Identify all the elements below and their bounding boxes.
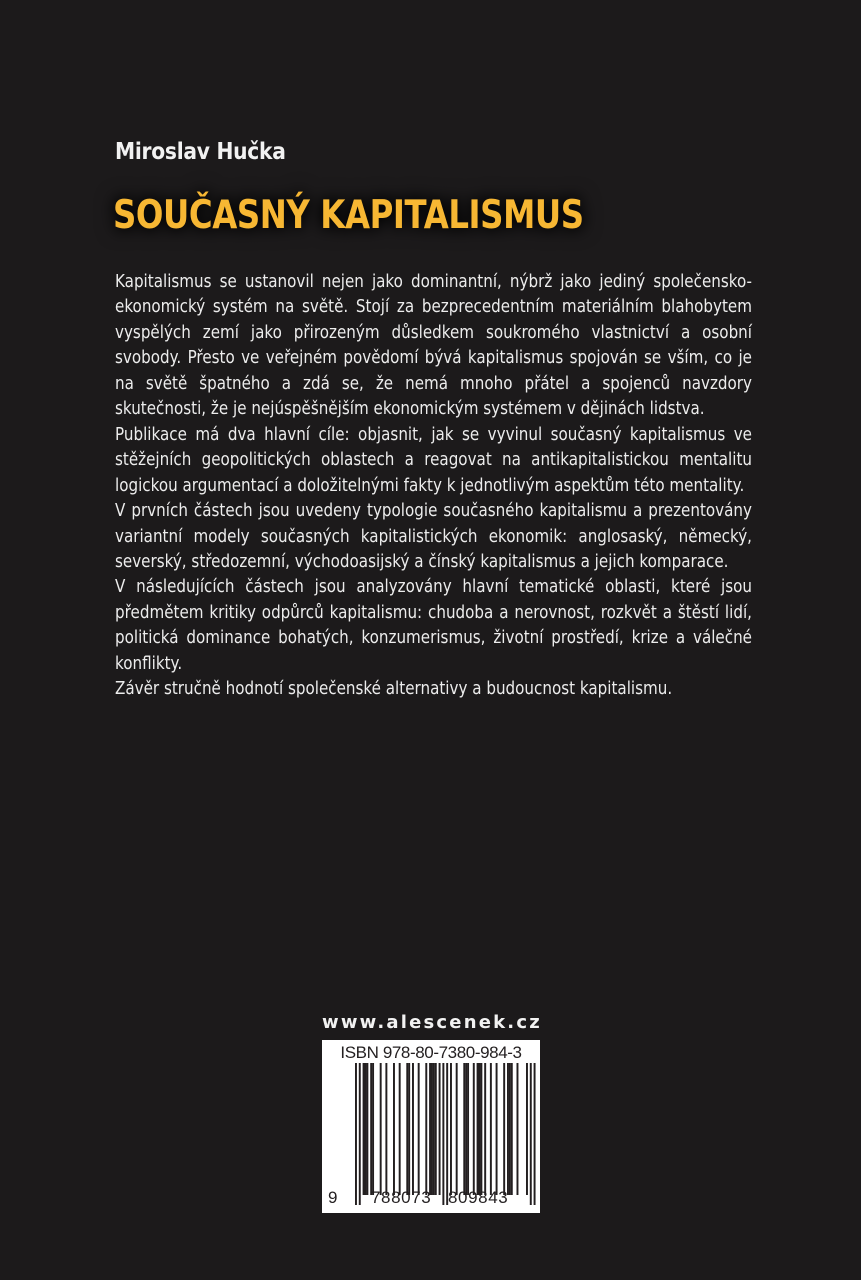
blurb-paragraph-4: V následujících částech jsou analyzovány hlavní tematické oblasti, které jsou předmětem kritiky odpůrců kapitalismu: chudoba a nerovnost, rozkvět a štěstí lidí, politická dominance bohatých, konzumerismus, životní prostředí, krize a válečné konflikty. [115,577,752,674]
ean-first-digit: 9 [328,1188,338,1207]
ean-left-group: 788073 [371,1188,432,1207]
blurb-paragraph-3: V prvních částech jsou uvedeny typologie současného kapitalismu a prezentovány variantní modely současných kapitalistických ekonomik: anglosaský, německý, severský, středozemní, východoasijský a čínský kapitalismus a jejich komparace. [115,501,752,572]
blurb-paragraph-1: Kapitalismus se ustanovil nejen jako dominantní, nýbrž jako jediný společensko-ekonomický systém na světě. Stojí za bezprecedentním materiálním blahobytem vyspělých zemí jako přirozeným důsledkem soukromého vlastnictví a osobní svobody. Přesto ve veřejném povědomí bývá kapitalismus spojován se vším, co je na světě špatného a zdá se, že nemá mnoho přátel a spojenců navzdory skutečnosti, že je nejúspěšnějším ekonomickým systémem v dějinách lidstva. [115,272,752,420]
blurb [115,270,752,703]
author-name: Miroslav Hučka [115,139,286,165]
blurb-paragraph-2: Publikace má dva hlavní cíle: objasnit, jak se vyvinul současný kapitalismus ve stěžejních geopolitických oblastech a reagovat na antikapitalistickou mentalitu logickou argumentací a doložitelnými fakty k jednotlivým aspektům této mentality. [115,424,752,496]
blurb-paragraph-5: Závěr stručně hodnotí společenské alternativy a budoucnost kapitalismu. [115,679,673,700]
book-title: SOUČASNÝ KAPITALISMUS [113,193,584,238]
isbn-barcode [322,1040,540,1213]
publisher-url[interactable]: www.alescenek.cz [322,1012,542,1033]
ean-right-group: 809843 [448,1188,509,1207]
isbn-label: ISBN 978-80-7380-984-3 [340,1043,522,1062]
